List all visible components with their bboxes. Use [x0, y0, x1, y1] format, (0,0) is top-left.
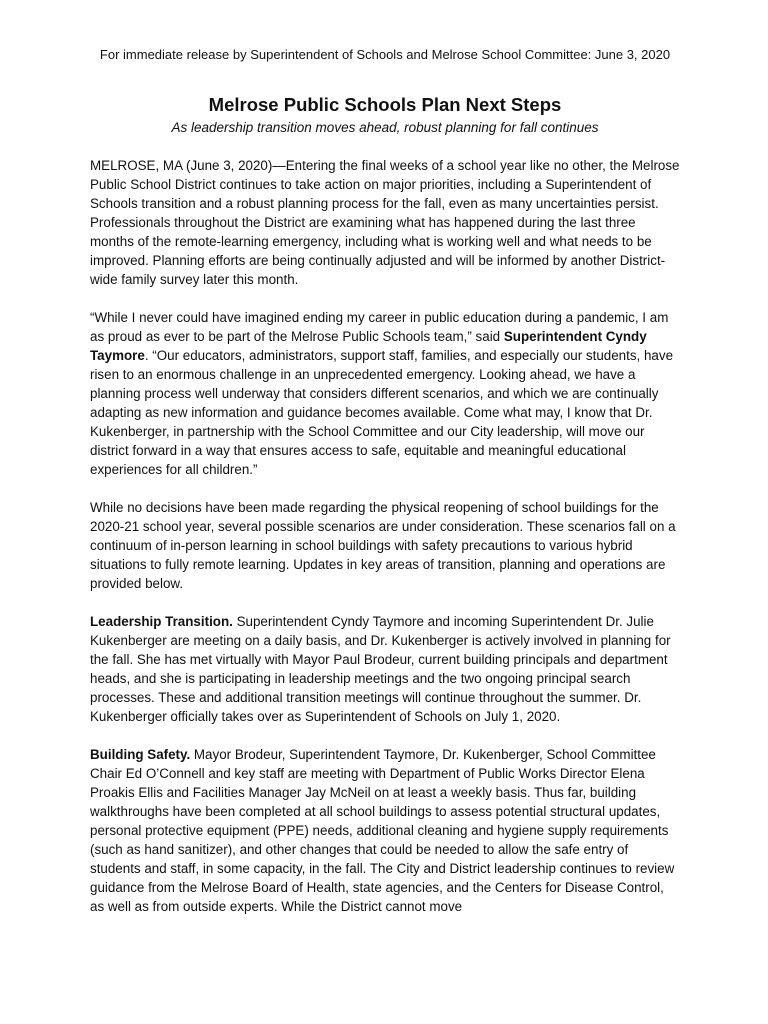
leadership-body: Superintendent Cyndy Taymore and incoming Superintendent Dr. Julie Kukenberger are meeting on a daily basis, and Dr. Kukenberger is actively involved in planning for the fall. She has met virtually with Mayor Paul Brodeur, current building principals and department heads, and she is participating in leadership meetings and the two ongoing principal search processes. These and additional transition meetings will continue throughout the summer. Dr. Kukenberger officially takes over as Superintendent of Schools on July 1, 2020.	[90, 614, 671, 724]
building-safety-heading: Building Safety.	[90, 747, 191, 762]
quote-speaker: Superintendent Cyndy Taymore	[90, 329, 647, 363]
paragraph-leadership	[90, 612, 680, 726]
subheadline: As leadership transition moves ahead, robust planning for fall continues	[171, 120, 599, 135]
quote-text-before: “While I never could have imagined ending my career in public education during a pandemic, I am as proud as ever to be part of the Melrose Public Schools team,” said	[90, 310, 669, 344]
headline: Melrose Public Schools Plan Next Steps	[208, 94, 562, 115]
building-safety-body: Mayor Brodeur, Superintendent Taymore, Dr. Kukenberger, School Committee Chair Ed O’Connell and key staff are meeting with Department of Public Works Director Elena Proakis Ellis and Facilities Manager Jay McNeil on at least a weekly basis. Thus far, building walkthroughs have been completed at all school buildings to assess potential structural updates, personal protective equipment (PPE) needs, additional cleaning and hygiene supply requirements (such as hand sanitizer), and other changes that could be needed to allow the safe entry of students and staff, in some capacity, in the fall. The City and District leadership continues to review guidance from the Melrose Board of Health, state agencies, and the Centers for Disease Control, as well as from outside experts. While the District cannot move	[90, 747, 675, 914]
paragraph-quote	[90, 308, 680, 479]
quote-text-after: . “Our educators, administrators, support staff, families, and especially our students, have risen to an enormous challenge in an unprecedented emergency. Looking ahead, we have a planning process well underway that considers different scenarios, and which we are continually adapting as new information and guidance becomes available. Come what may, I know that Dr. Kukenberger, in partnership with the School Committee and our City leadership, will move our district forward in a way that ensures access to safe, equitable and meaningful educational experiences for all children.”	[90, 348, 674, 477]
paragraph-intro: MELROSE, MA (June 3, 2020)—Entering the final weeks of a school year like no other, the Melrose Public School District continues to take action on major priorities, including a Superintendent of Schools transition and a robust planning process for the fall, even as many uncertainties persist. Professionals throughout the District are examining what has happened during the last three months of the remote-learning emergency, including what is working well and what needs to be improved. Planning efforts are being continually adjusted and will be informed by another District-wide family survey later this month.	[90, 158, 680, 287]
paragraph-building-safety	[90, 745, 680, 916]
body-text	[90, 156, 680, 935]
paragraph-scenarios: While no decisions have been made regarding the physical reopening of school buildings for the 2020-21 school year, several possible scenarios are under consideration. These scenarios fall on a continuum of in-person learning in school buildings with safety precautions to various hybrid situations to fully remote learning. Updates in key areas of transition, planning and operations are provided below.	[90, 500, 676, 591]
release-line: For immediate release by Superintendent of Schools and Melrose School Committee: June 3, 2020	[99, 47, 671, 62]
leadership-heading: Leadership Transition.	[90, 614, 233, 629]
